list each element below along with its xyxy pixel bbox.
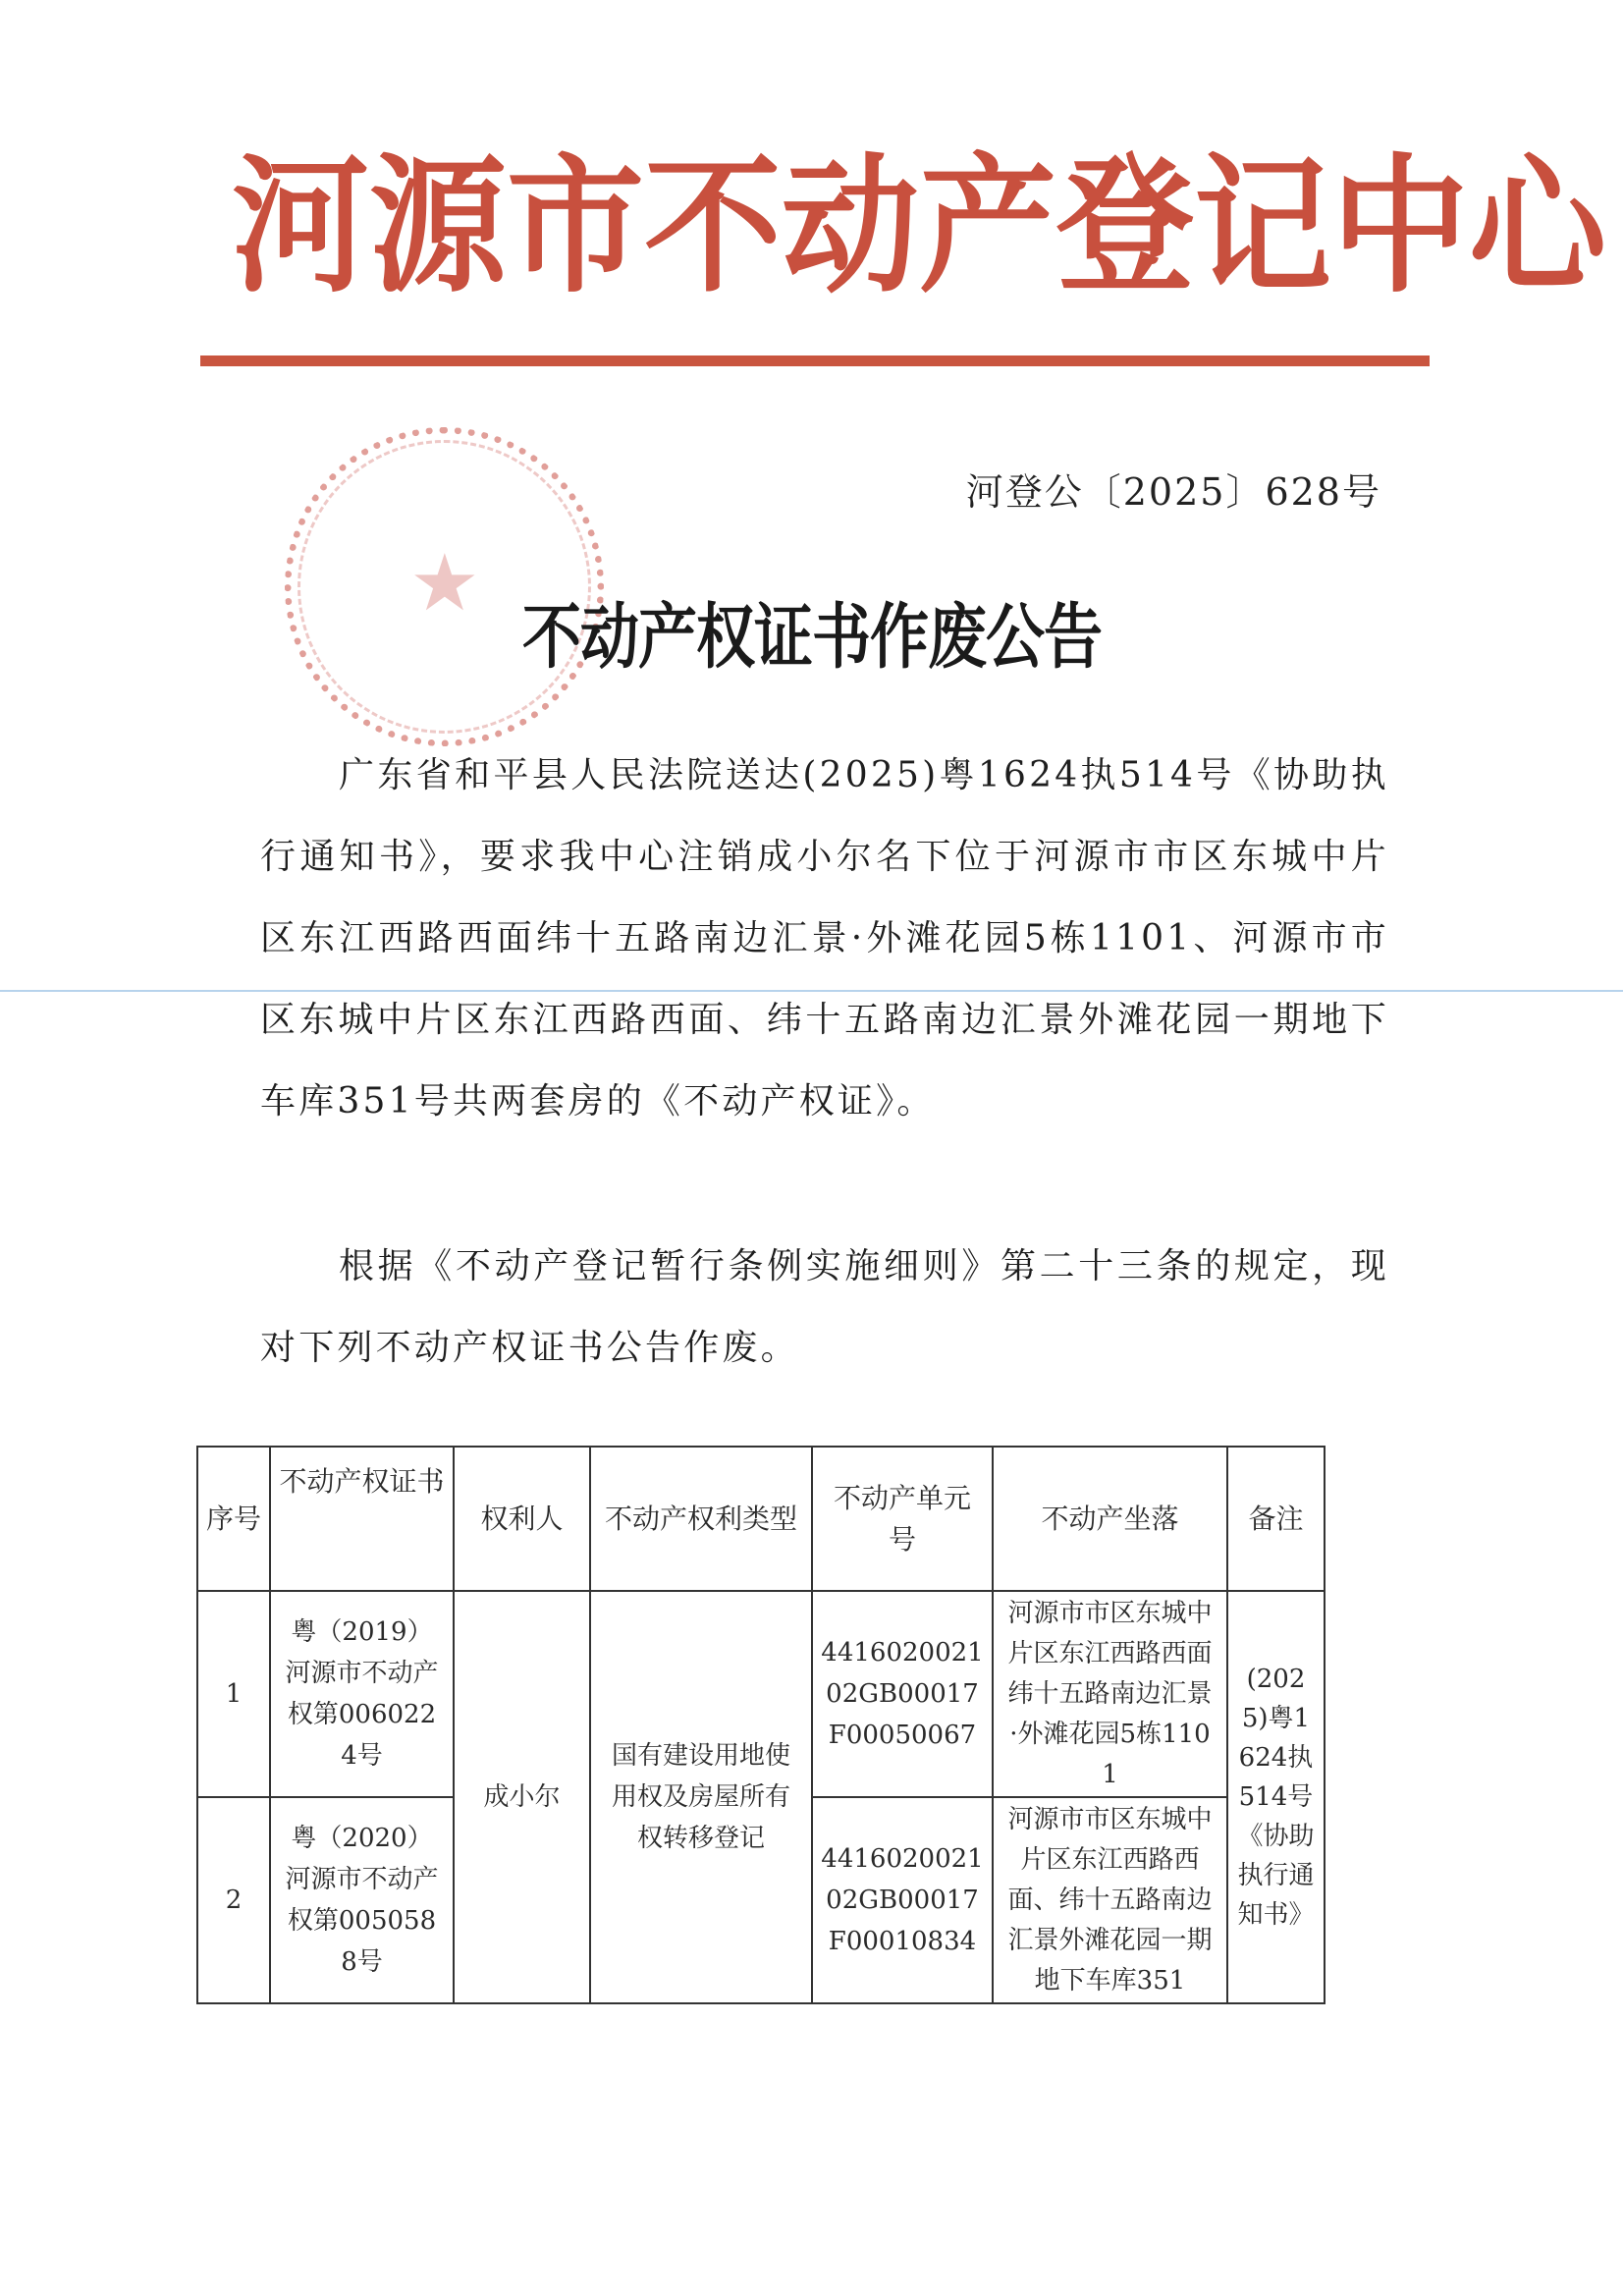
letterhead-title [232,133,1607,323]
letterhead-char: 中 [1331,140,1470,314]
cell-certificate: 粤（2020）河源市不动产权第0050588号 [270,1797,454,2003]
header-location: 不动产坐落 [993,1447,1227,1591]
seal-star-icon: ★ [409,537,480,629]
cell-location: 河源市市区东城中片区东江西路西面、纬十五路南边汇景外滩花园一期地下车库351 [993,1797,1227,2003]
letterhead-char: 源 [369,140,508,314]
letterhead-char: 市 [507,140,645,314]
scan-artifact-line [0,990,1623,992]
cell-certificate: 粤（2019）河源市不动产权第0060224号 [270,1591,454,1797]
cell-location: 河源市市区东城中片区东江西路西面纬十五路南边汇景·外滩花园5栋1101 [993,1591,1227,1797]
body-paragraph-2: 根据《不动产登记暂行条例实施细则》第二十三条的规定，现对下列不动产权证书公告作废。 [260,1246,1389,1368]
letterhead-char: 记 [1194,140,1332,314]
cell-seq: 1 [197,1591,270,1797]
letterhead-char: 河 [232,140,370,314]
cell-holder: 成小尔 [454,1591,590,2003]
header-right-type: 不动产权利类型 [590,1447,812,1591]
certificate-table-container [196,1446,1325,2004]
table-row [197,1591,1325,1797]
header-seq: 序号 [197,1447,270,1591]
letterhead-char: 心 [1469,140,1607,314]
header-certificate: 不动产权证书 [270,1447,454,1591]
cell-right-type: 国有建设用地使用权及房屋所有权转移登记 [590,1591,812,2003]
header-note: 备注 [1227,1447,1325,1591]
cell-unit-no: 441602002102GB00017F00050067 [812,1591,993,1797]
cell-note: (2025)粤1624执514号《协助执行通知书》 [1227,1591,1325,2003]
notice-title: 不动产权证书作废公告 [522,596,1102,680]
letterhead-char: 登 [1056,140,1195,314]
letterhead-char: 动 [782,140,920,314]
letterhead-char: 产 [919,140,1057,314]
letterhead-divider [200,355,1430,366]
body-paragraph-1: 广东省和平县人民法院送达(2025)粤1624执514号《协助执行通知书》，要求我中心注销成小尔名下位于河源市市区东城中片区东江西路西面纬十五路南边汇景·外滩花园5栋1101、河源市市区东城中片区东江西路西面、纬十五路南边汇景外滩花园一期地下车库351号共两套房的《不动产权证》。 [260,755,1389,1121]
letterhead-char: 不 [644,140,783,314]
table-header-row [197,1447,1325,1591]
header-unit-no: 不动产单元号 [812,1447,993,1591]
header-holder: 权利人 [454,1447,590,1591]
certificate-table [196,1446,1325,2004]
cell-unit-no: 441602002102GB00017F00010834 [812,1797,993,2003]
document-number: 河登公〔2025〕628号 [965,470,1381,514]
cell-seq: 2 [197,1797,270,2003]
